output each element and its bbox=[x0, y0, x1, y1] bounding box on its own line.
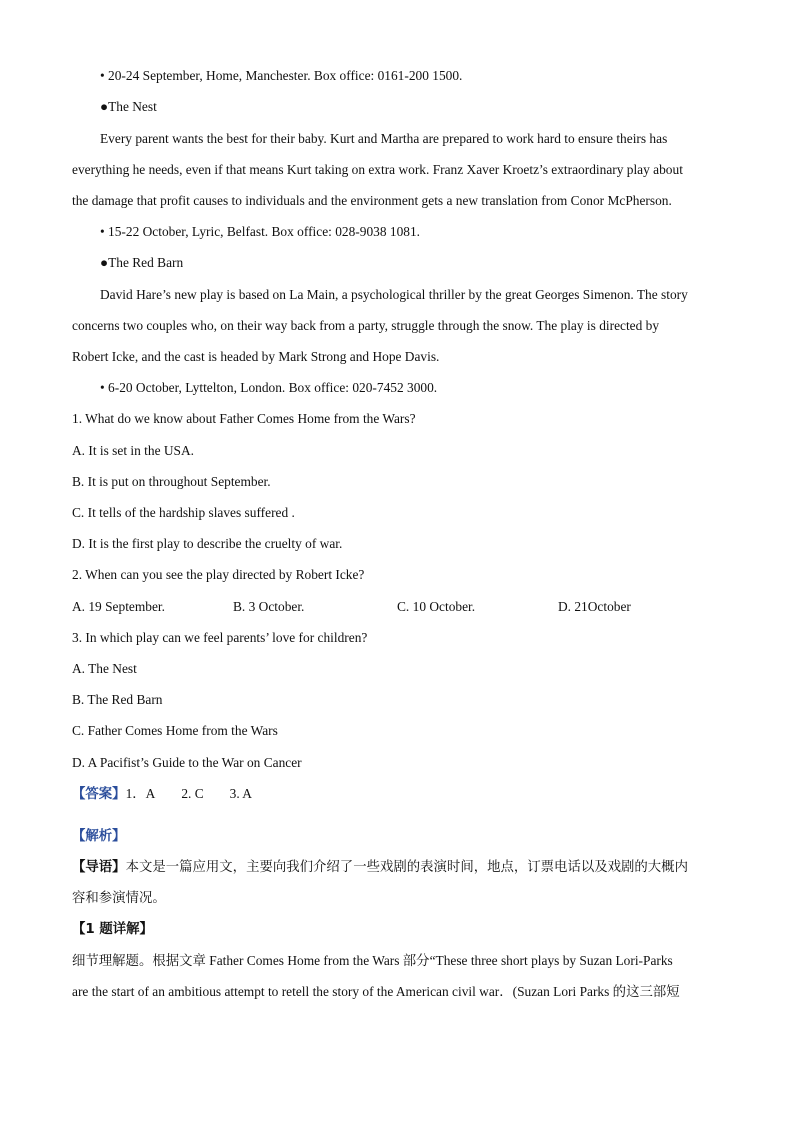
q2-option-b: B. 3 October. bbox=[233, 599, 305, 614]
paragraph-line: David Hare’s new play is based on La Main, a psychological thriller by the great Georges Simenon. The story bbox=[100, 287, 688, 302]
q1-option-d: D. It is the first play to describe the cruelty of war. bbox=[72, 536, 343, 551]
question-1: 1. What do we know about Father Comes Home from the Wars? bbox=[72, 411, 416, 426]
answer-2: 2. C bbox=[181, 786, 204, 801]
q3-option-a: A. The Nest bbox=[72, 661, 137, 676]
guide-text: 本文是一篇应用文，主要向我们介绍了一些戏剧的表演时间，地点，订票电话以及戏剧的大概内 bbox=[125, 860, 688, 875]
paragraph-line: Every parent wants the best for their baby. Kurt and Martha are prepared to work hard to ensure theirs has bbox=[100, 131, 668, 146]
guide-line-2: 容和参演情况。 bbox=[72, 891, 166, 906]
question-2: 2. When can you see the play directed by Robert Icke? bbox=[72, 567, 365, 582]
detail-line-1: 细节理解题。根据文章 Father Comes Home from the Wars 部分“These three short plays by Suzan Lori-Parks bbox=[72, 953, 673, 968]
q3-option-d: D. A Pacifist’s Guide to the War on Cancer bbox=[72, 755, 302, 770]
answer-line bbox=[72, 785, 252, 804]
analysis-heading: 【解析】 bbox=[72, 829, 126, 844]
answer-label: 【答案】 bbox=[72, 787, 126, 802]
q2-option-d: D. 21October bbox=[558, 599, 631, 614]
q2-option-a: A. 19 September. bbox=[72, 599, 165, 614]
detail-line-2: are the start of an ambitious attempt to retell the story of the American civil war．(Suzan Lori Parks 的这三部短 bbox=[72, 984, 680, 999]
q1-option-a: A. It is set in the USA. bbox=[72, 443, 194, 458]
q3-option-b: B. The Red Barn bbox=[72, 692, 163, 707]
q2-option-c: C. 10 October. bbox=[397, 599, 476, 614]
venue-info-1: • 20-24 September, Home, Manchester. Box office: 0161-200 1500. bbox=[100, 68, 463, 83]
answer-1: 1．A bbox=[125, 786, 156, 801]
paragraph-line: Robert Icke, and the cast is headed by Mark Strong and Hope Davis. bbox=[72, 349, 440, 364]
play-title-the-red-barn: ●The Red Barn bbox=[100, 255, 184, 270]
paragraph-line: concerns two couples who, on their way back from a party, struggle through the snow. The play is directed by bbox=[72, 318, 660, 333]
guide-label: 【导语】 bbox=[72, 860, 126, 875]
detail-label: 【1 题详解】 bbox=[72, 922, 153, 937]
play-title-the-nest: ●The Nest bbox=[100, 99, 157, 114]
question-3: 3. In which play can we feel parents’ love for children? bbox=[72, 630, 368, 645]
paragraph-line: the damage that profit causes to individuals and the environment gets a new translation from Conor McPherson. bbox=[72, 193, 672, 208]
venue-info-3: • 6-20 October, Lyttelton, London. Box office: 020-7452 3000. bbox=[100, 380, 438, 395]
q1-option-b: B. It is put on throughout September. bbox=[72, 474, 271, 489]
paragraph-line: everything he needs, even if that means Kurt taking on extra work. Franz Xaver Kroetz’s extraordinary play about bbox=[72, 162, 683, 177]
venue-info-2: • 15-22 October, Lyric, Belfast. Box office: 028-9038 1081. bbox=[100, 224, 421, 239]
q3-option-c: C. Father Comes Home from the Wars bbox=[72, 723, 278, 738]
q1-option-c: C. It tells of the hardship slaves suffered . bbox=[72, 505, 295, 520]
guide-line-1 bbox=[72, 859, 688, 877]
answer-3: 3. A bbox=[229, 786, 252, 801]
